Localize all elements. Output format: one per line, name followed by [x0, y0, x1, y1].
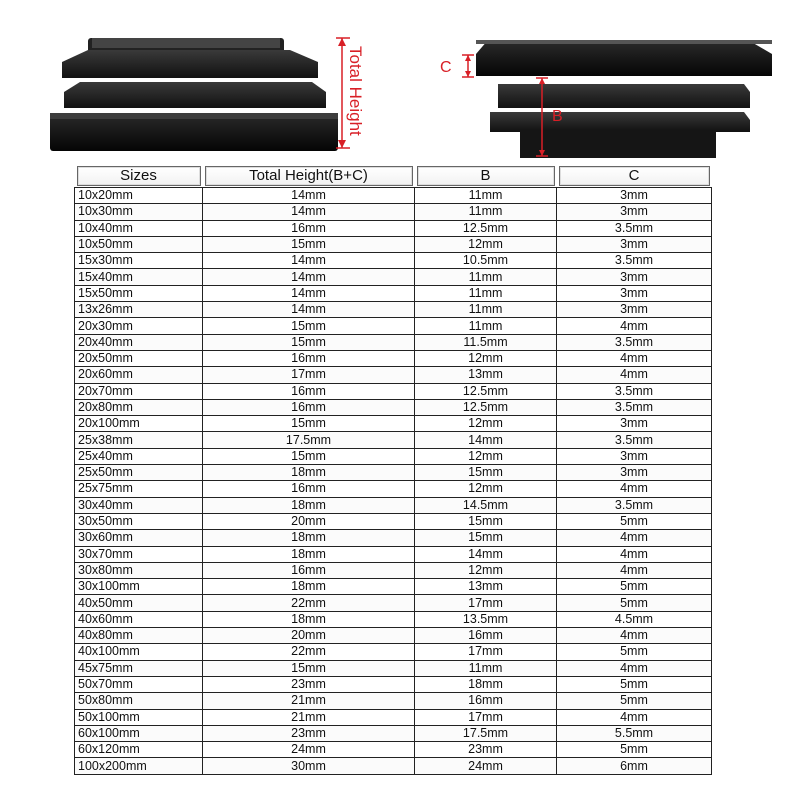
- c-label: C: [440, 59, 452, 76]
- cell-total-height: 23mm: [203, 725, 415, 741]
- cell-size: 30x80mm: [75, 562, 203, 578]
- cell-b: 12mm: [415, 350, 557, 366]
- cell-size: 40x80mm: [75, 628, 203, 644]
- cell-c: 3mm: [557, 285, 712, 301]
- cell-total-height: 18mm: [203, 530, 415, 546]
- table-row: [75, 367, 712, 383]
- cell-b: 16mm: [415, 628, 557, 644]
- cell-total-height: 16mm: [203, 399, 415, 415]
- header-sizes: Sizes: [75, 165, 203, 188]
- cell-size: 25x75mm: [75, 481, 203, 497]
- cell-c: 5mm: [557, 644, 712, 660]
- cell-total-height: 21mm: [203, 693, 415, 709]
- cell-size: 15x50mm: [75, 285, 203, 301]
- header-total-height: Total Height(B+C): [203, 165, 415, 188]
- cell-b: 18mm: [415, 676, 557, 692]
- cell-size: 50x70mm: [75, 676, 203, 692]
- table-row: [75, 660, 712, 676]
- cell-c: 3.5mm: [557, 432, 712, 448]
- table-row: [75, 644, 712, 660]
- cell-total-height: 20mm: [203, 513, 415, 529]
- cell-total-height: 15mm: [203, 318, 415, 334]
- cell-c: 3mm: [557, 204, 712, 220]
- table-row: [75, 693, 712, 709]
- cell-c: 5mm: [557, 676, 712, 692]
- cell-b: 17.5mm: [415, 725, 557, 741]
- cell-b: 12.5mm: [415, 220, 557, 236]
- cell-total-height: 15mm: [203, 416, 415, 432]
- cell-b: 11mm: [415, 318, 557, 334]
- cell-b: 17mm: [415, 595, 557, 611]
- table-row: [75, 676, 712, 692]
- product-diagram: [0, 0, 800, 165]
- table-row: [75, 269, 712, 285]
- cell-c: 4mm: [557, 350, 712, 366]
- cell-total-height: 18mm: [203, 465, 415, 481]
- cell-size: 40x50mm: [75, 595, 203, 611]
- cell-total-height: 30mm: [203, 758, 415, 774]
- cell-total-height: 17mm: [203, 367, 415, 383]
- cell-c: 4mm: [557, 660, 712, 676]
- cell-b: 10.5mm: [415, 253, 557, 269]
- cell-total-height: 24mm: [203, 742, 415, 758]
- table-row: [75, 448, 712, 464]
- cell-size: 30x50mm: [75, 513, 203, 529]
- table-row: [75, 530, 712, 546]
- cell-total-height: 15mm: [203, 236, 415, 252]
- cell-b: 11mm: [415, 302, 557, 318]
- cell-size: 20x30mm: [75, 318, 203, 334]
- cell-c: 4.5mm: [557, 611, 712, 627]
- cell-c: 3mm: [557, 416, 712, 432]
- table-row: [75, 318, 712, 334]
- cell-total-height: 22mm: [203, 595, 415, 611]
- table-row: [75, 253, 712, 269]
- cell-total-height: 18mm: [203, 611, 415, 627]
- cell-b: 15mm: [415, 513, 557, 529]
- cell-c: 4mm: [557, 546, 712, 562]
- cell-size: 20x100mm: [75, 416, 203, 432]
- cell-c: 3.5mm: [557, 253, 712, 269]
- cell-c: 5mm: [557, 595, 712, 611]
- cell-c: 4mm: [557, 562, 712, 578]
- cell-size: 100x200mm: [75, 758, 203, 774]
- end-cap-illustration: [0, 0, 800, 165]
- table-row: [75, 742, 712, 758]
- left-end-cap: [50, 38, 338, 151]
- cell-b: 11mm: [415, 204, 557, 220]
- cell-b: 12mm: [415, 448, 557, 464]
- cell-total-height: 15mm: [203, 334, 415, 350]
- c-indicator: [440, 55, 474, 77]
- cell-size: 10x50mm: [75, 236, 203, 252]
- table-row: [75, 285, 712, 301]
- table-row: [75, 302, 712, 318]
- cell-total-height: 14mm: [203, 285, 415, 301]
- cell-total-height: 20mm: [203, 628, 415, 644]
- cell-b: 12.5mm: [415, 399, 557, 415]
- table-row: [75, 432, 712, 448]
- cell-total-height: 18mm: [203, 579, 415, 595]
- cell-c: 5mm: [557, 579, 712, 595]
- table-row: [75, 399, 712, 415]
- cell-size: 25x50mm: [75, 465, 203, 481]
- cell-total-height: 14mm: [203, 188, 415, 204]
- table-row: [75, 220, 712, 236]
- cell-b: 13mm: [415, 579, 557, 595]
- cell-size: 50x100mm: [75, 709, 203, 725]
- table-row: [75, 562, 712, 578]
- cell-c: 6mm: [557, 758, 712, 774]
- cell-size: 60x120mm: [75, 742, 203, 758]
- table-row: [75, 628, 712, 644]
- cell-b: 12.5mm: [415, 383, 557, 399]
- cell-b: 11mm: [415, 269, 557, 285]
- cell-c: 3.5mm: [557, 383, 712, 399]
- cell-c: 3mm: [557, 465, 712, 481]
- cell-c: 3.5mm: [557, 220, 712, 236]
- table-row: [75, 334, 712, 350]
- cell-total-height: 16mm: [203, 220, 415, 236]
- total-height-label: Total Height: [346, 46, 365, 136]
- cell-b: 17mm: [415, 709, 557, 725]
- cell-size: 50x80mm: [75, 693, 203, 709]
- cell-size: 10x20mm: [75, 188, 203, 204]
- cell-total-height: 16mm: [203, 383, 415, 399]
- cell-size: 10x40mm: [75, 220, 203, 236]
- table-row: [75, 611, 712, 627]
- cell-total-height: 14mm: [203, 269, 415, 285]
- size-table: [74, 165, 712, 775]
- table-row: [75, 236, 712, 252]
- table-row: [75, 579, 712, 595]
- right-end-cap: [476, 40, 772, 158]
- table-row: [75, 513, 712, 529]
- cell-b: 15mm: [415, 465, 557, 481]
- cell-total-height: 22mm: [203, 644, 415, 660]
- table-row: [75, 465, 712, 481]
- total-height-indicator: [336, 38, 365, 148]
- table-row: [75, 725, 712, 741]
- cell-total-height: 15mm: [203, 448, 415, 464]
- cell-b: 11mm: [415, 285, 557, 301]
- cell-size: 10x30mm: [75, 204, 203, 220]
- cell-b: 13.5mm: [415, 611, 557, 627]
- cell-total-height: 16mm: [203, 481, 415, 497]
- cell-size: 20x50mm: [75, 350, 203, 366]
- cell-size: 30x100mm: [75, 579, 203, 595]
- cell-total-height: 16mm: [203, 350, 415, 366]
- cell-c: 5mm: [557, 513, 712, 529]
- table-row: [75, 416, 712, 432]
- cell-size: 25x38mm: [75, 432, 203, 448]
- cell-b: 13mm: [415, 367, 557, 383]
- cell-c: 3mm: [557, 188, 712, 204]
- table-row: [75, 546, 712, 562]
- cell-size: 13x26mm: [75, 302, 203, 318]
- cell-size: 60x100mm: [75, 725, 203, 741]
- cell-c: 3.5mm: [557, 497, 712, 513]
- table-body: [75, 188, 712, 775]
- table-row: [75, 481, 712, 497]
- cell-b: 12mm: [415, 481, 557, 497]
- cell-total-height: 14mm: [203, 302, 415, 318]
- b-label: B: [552, 108, 563, 125]
- cell-size: 30x60mm: [75, 530, 203, 546]
- table-row: [75, 350, 712, 366]
- table-row: [75, 188, 712, 204]
- cell-c: 5.5mm: [557, 725, 712, 741]
- cell-c: 3.5mm: [557, 399, 712, 415]
- cell-total-height: 18mm: [203, 546, 415, 562]
- cell-b: 24mm: [415, 758, 557, 774]
- cell-total-height: 16mm: [203, 562, 415, 578]
- cell-size: 45x75mm: [75, 660, 203, 676]
- cell-b: 11.5mm: [415, 334, 557, 350]
- header-c: C: [557, 165, 712, 188]
- cell-size: 20x40mm: [75, 334, 203, 350]
- cell-size: 20x60mm: [75, 367, 203, 383]
- cell-size: 30x70mm: [75, 546, 203, 562]
- cell-b: 11mm: [415, 188, 557, 204]
- cell-b: 23mm: [415, 742, 557, 758]
- table-header-row: [75, 165, 712, 188]
- cell-c: 3mm: [557, 269, 712, 285]
- cell-total-height: 18mm: [203, 497, 415, 513]
- cell-total-height: 15mm: [203, 660, 415, 676]
- cell-b: 14.5mm: [415, 497, 557, 513]
- cell-total-height: 17.5mm: [203, 432, 415, 448]
- table-row: [75, 497, 712, 513]
- cell-size: 20x80mm: [75, 399, 203, 415]
- cell-c: 5mm: [557, 693, 712, 709]
- cell-size: 15x30mm: [75, 253, 203, 269]
- cell-b: 11mm: [415, 660, 557, 676]
- cell-c: 5mm: [557, 742, 712, 758]
- cell-total-height: 23mm: [203, 676, 415, 692]
- cell-c: 4mm: [557, 481, 712, 497]
- cell-c: 3.5mm: [557, 334, 712, 350]
- cell-total-height: 14mm: [203, 253, 415, 269]
- cell-b: 14mm: [415, 546, 557, 562]
- cell-size: 15x40mm: [75, 269, 203, 285]
- cell-c: 3mm: [557, 302, 712, 318]
- cell-size: 20x70mm: [75, 383, 203, 399]
- cell-c: 3mm: [557, 448, 712, 464]
- table-row: [75, 204, 712, 220]
- cell-size: 40x60mm: [75, 611, 203, 627]
- cell-c: 3mm: [557, 236, 712, 252]
- cell-b: 12mm: [415, 562, 557, 578]
- cell-c: 4mm: [557, 367, 712, 383]
- cell-b: 12mm: [415, 416, 557, 432]
- table-row: [75, 709, 712, 725]
- table-row: [75, 383, 712, 399]
- table-row: [75, 758, 712, 774]
- cell-b: 15mm: [415, 530, 557, 546]
- cell-c: 4mm: [557, 709, 712, 725]
- header-b: B: [415, 165, 557, 188]
- cell-c: 4mm: [557, 318, 712, 334]
- cell-b: 14mm: [415, 432, 557, 448]
- cell-total-height: 14mm: [203, 204, 415, 220]
- cell-c: 4mm: [557, 530, 712, 546]
- cell-size: 40x100mm: [75, 644, 203, 660]
- cell-b: 16mm: [415, 693, 557, 709]
- cell-size: 30x40mm: [75, 497, 203, 513]
- cell-size: 25x40mm: [75, 448, 203, 464]
- cell-c: 4mm: [557, 628, 712, 644]
- cell-b: 12mm: [415, 236, 557, 252]
- cell-b: 17mm: [415, 644, 557, 660]
- table-row: [75, 595, 712, 611]
- cell-total-height: 21mm: [203, 709, 415, 725]
